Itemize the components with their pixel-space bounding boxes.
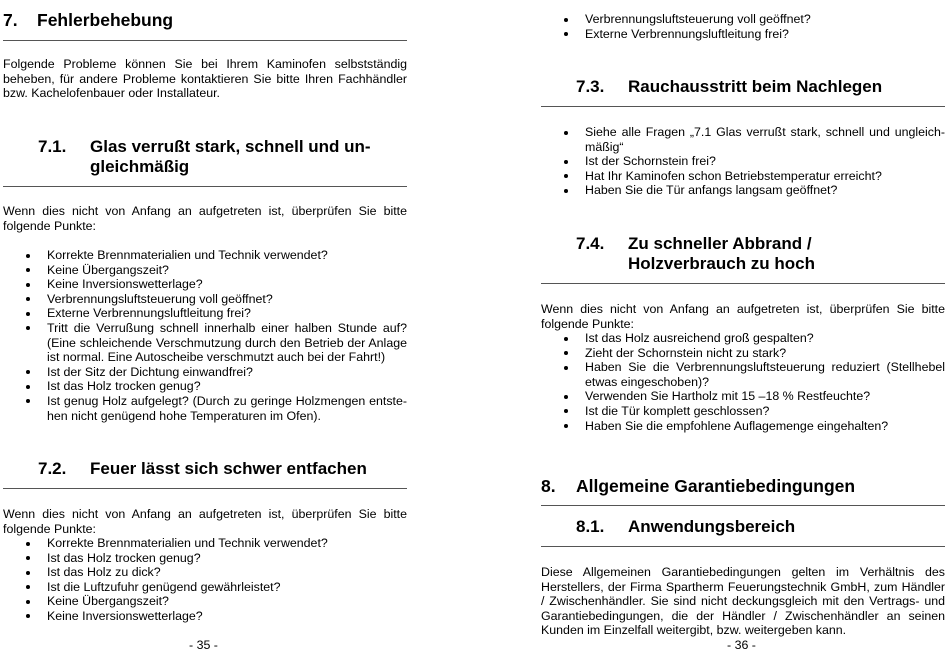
- bullet-icon: [564, 131, 568, 135]
- bullet-icon: [564, 189, 568, 193]
- list-item: Tritt die Verrußung schnell innerhalb einer halben Stunde auf? (Eine schleichende Verschmutzung durch den Betrieb der Anlage ist normal. Eine Autoscheibe verschmutzt auch bei der Fahrt!): [3, 321, 407, 365]
- section-7-2-heading: [3, 459, 408, 481]
- section-7-1-heading: [3, 137, 408, 179]
- bullet-icon: [26, 297, 30, 301]
- section-title-line2: gleichmäßig: [90, 157, 190, 176]
- section-number: 7.1.: [38, 137, 67, 156]
- bullet-icon: [26, 614, 30, 618]
- section-title: Anwendungsbereich: [628, 517, 796, 536]
- section-title-line1: Glas verrußt stark, schnell und un-: [90, 137, 371, 156]
- bullet-icon: [26, 585, 30, 589]
- list-item: Ist die Tür komplett geschlossen?: [541, 404, 945, 419]
- bullet-icon: [26, 556, 30, 560]
- list-item: Ist der Schornstein frei?: [541, 154, 945, 169]
- section-title: Feuer lässt sich schwer entfachen: [90, 459, 367, 478]
- bullet-icon: [564, 337, 568, 341]
- section-number: 8.1.: [576, 517, 605, 536]
- list-item: Hat Ihr Kaminofen schon Betriebstemperatur erreicht?: [541, 169, 945, 184]
- section-7-2-checklist: [3, 536, 407, 624]
- list-item: Haben Sie die empfohlene Auflagemenge eingehalten?: [541, 419, 945, 434]
- heading-rule: [541, 106, 945, 107]
- section-8-1-heading: [541, 517, 946, 539]
- page-number: - 36 -: [727, 638, 756, 652]
- section-7-1-checklist: [3, 248, 407, 423]
- list-item: Keine Übergangszeit?: [3, 263, 407, 278]
- bullet-icon: [564, 351, 568, 355]
- bullet-icon: [564, 18, 568, 22]
- bullet-icon: [26, 399, 30, 403]
- section-7-heading: [3, 10, 408, 32]
- bullet-icon: [564, 409, 568, 413]
- intro-paragraph: Folgende Probleme können Sie bei Ihrem Kaminofen selbstständig beheben, für andere Probleme kontaktieren Sie bitte Ihren Fachhändler bzw. Kachelofenbauer oder Installateur.: [3, 57, 407, 101]
- list-item: Keine Inversionswetterlage?: [3, 277, 407, 292]
- bullet-icon: [26, 370, 30, 374]
- list-item: Ist genug Holz aufgelegt? (Durch zu geringe Holzmengen entste-hen nicht genügend hohe Temperaturen im Ofen).: [3, 394, 407, 423]
- continued-checklist: [541, 12, 945, 41]
- list-item: Ist der Sitz der Dichtung einwandfrei?: [3, 365, 407, 380]
- section-7-3-heading: [541, 77, 946, 99]
- section-8-heading: [541, 476, 946, 498]
- section-7-1-intro: Wenn dies nicht von Anfang an aufgetreten ist, überprüfen Sie bitte folgende Punkte:: [3, 204, 407, 233]
- heading-rule: [541, 505, 945, 506]
- bullet-icon: [564, 32, 568, 36]
- section-7-2-intro: Wenn dies nicht von Anfang an aufgetreten ist, überprüfen Sie bitte folgende Punkte:: [3, 507, 407, 536]
- bullet-icon: [26, 571, 30, 575]
- bullet-icon: [564, 174, 568, 178]
- section-7-3-checklist: [541, 125, 945, 198]
- bullet-icon: [564, 366, 568, 370]
- section-title-line2: Holzverbrauch zu hoch: [628, 254, 816, 273]
- bullet-icon: [26, 268, 30, 272]
- bullet-icon: [26, 312, 30, 316]
- section-number: 8.: [541, 476, 556, 496]
- bullet-icon: [26, 600, 30, 604]
- bullet-icon: [564, 160, 568, 164]
- bullet-icon: [26, 283, 30, 287]
- list-item: Siehe alle Fragen „7.1 Glas verrußt stark, schnell und ungleich-mäßig“: [541, 125, 945, 154]
- section-title: Allgemeine Garantiebedingungen: [576, 476, 856, 496]
- list-item: Haben Sie die Verbrennungsluftsteuerung reduziert (Stellhebel etwas eingeschoben)?: [541, 360, 945, 389]
- section-title: Rauchausstritt beim Nachlegen: [628, 77, 883, 96]
- list-item: Zieht der Schornstein nicht zu stark?: [541, 346, 945, 361]
- section-number: 7.: [3, 10, 18, 30]
- list-item: Ist das Holz zu dick?: [3, 565, 407, 580]
- list-item: Externe Verbrennungsluftleitung frei?: [541, 27, 945, 42]
- bullet-icon: [26, 385, 30, 389]
- list-item: Externe Verbrennungsluftleitung frei?: [3, 306, 407, 321]
- section-number: 7.3.: [576, 77, 605, 96]
- section-8-1-text: Diese Allgemeinen Garantiebedingungen gelten im Verhältnis des Herstellers, der Firma Spartherm Feuerungstechnik GmbH, zum Händler / Zwischenhändler. Sie sind nicht deckungsgleich mit den Vertrags- und Garantiebedingungen, die der Händler / Zwischenhändler an seinen Kunden im Einzelfall weitergibt, bzw. weitergeben kann.: [541, 565, 945, 638]
- bullet-icon: [26, 542, 30, 546]
- list-item: Haben Sie die Tür anfangs langsam geöffnet?: [541, 183, 945, 198]
- section-number: 7.4.: [576, 234, 605, 253]
- list-item: Keine Übergangszeit?: [3, 594, 407, 609]
- section-7-4-checklist: [541, 331, 945, 433]
- heading-rule: [3, 186, 407, 187]
- list-item: Keine Inversionswetterlage?: [3, 609, 407, 624]
- section-number: 7.2.: [38, 459, 67, 478]
- section-7-4-intro: Wenn dies nicht von Anfang an aufgetreten ist, überprüfen Sie bitte folgende Punkte:: [541, 302, 945, 331]
- heading-rule: [541, 546, 945, 547]
- list-item: Korrekte Brennmaterialien und Technik verwendet?: [3, 248, 407, 263]
- section-title-line1: Zu schneller Abbrand /: [628, 234, 812, 253]
- page-number: - 35 -: [189, 638, 218, 652]
- list-item: Verbrennungsluftsteuerung voll geöffnet?: [541, 12, 945, 27]
- list-item: Ist das Holz trocken genug?: [3, 551, 407, 566]
- heading-rule: [541, 283, 945, 284]
- list-item: Ist das Holz ausreichend groß gespalten?: [541, 331, 945, 346]
- section-7-4-heading: [541, 234, 946, 276]
- bullet-icon: [564, 395, 568, 399]
- heading-rule: [3, 40, 407, 41]
- heading-rule: [3, 488, 407, 489]
- bullet-icon: [564, 424, 568, 428]
- list-item: Ist die Luftzufuhr genügend gewährleistet?: [3, 580, 407, 595]
- list-item: Ist das Holz trocken genug?: [3, 379, 407, 394]
- bullet-icon: [26, 254, 30, 258]
- list-item: Verwenden Sie Hartholz mit 15 –18 % Restfeuchte?: [541, 389, 945, 404]
- list-item: Korrekte Brennmaterialien und Technik verwendet?: [3, 536, 407, 551]
- bullet-icon: [26, 326, 30, 330]
- section-title: Fehlerbehebung: [37, 10, 174, 30]
- list-item: Verbrennungsluftsteuerung voll geöffnet?: [3, 292, 407, 307]
